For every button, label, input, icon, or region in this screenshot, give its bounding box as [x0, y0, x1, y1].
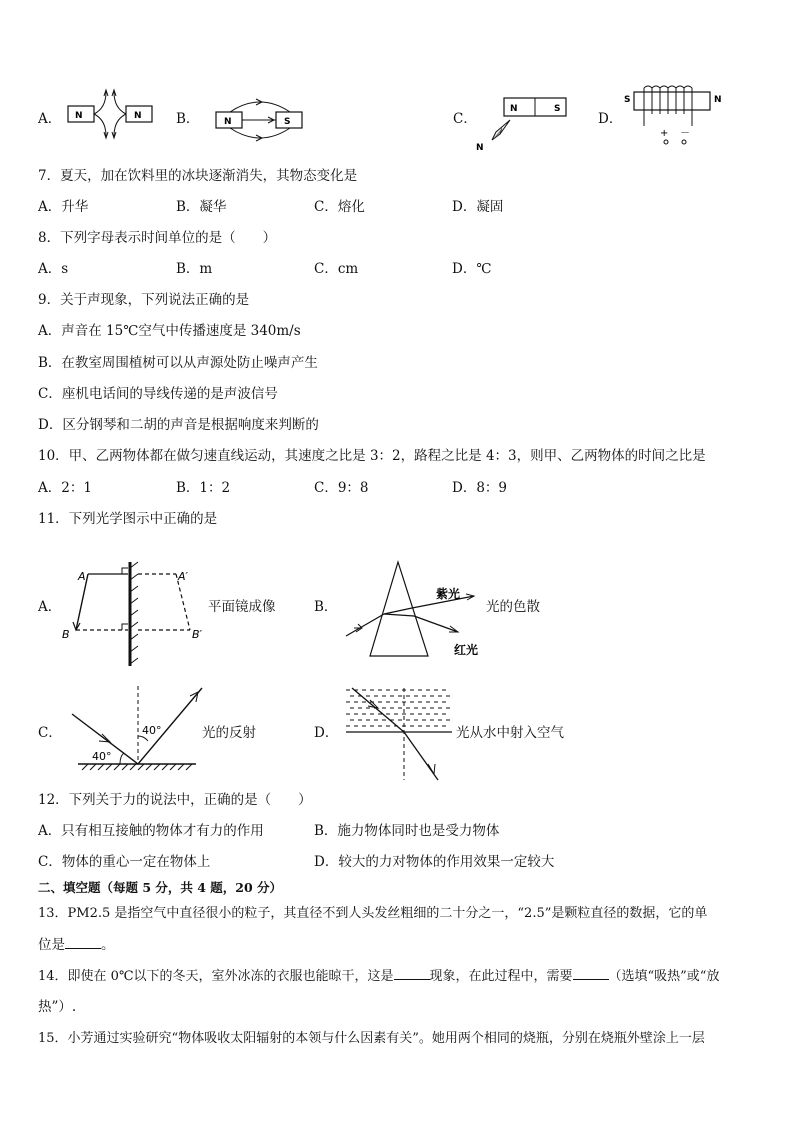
angle-reflected: 40° — [142, 724, 162, 737]
q11-option-d-letter: D． — [314, 725, 339, 741]
q11-figure-d-refraction — [342, 684, 456, 784]
q12-option-d: D．较大的力对物体的作用效果一定较大 — [314, 854, 555, 870]
q13-line2-text: 位是 — [38, 937, 65, 953]
q8-option-c: C．cm — [314, 261, 359, 277]
q9-stem: 9．关于声现象，下列说法正确的是 — [38, 292, 250, 308]
svg-text:N: N — [510, 104, 518, 114]
q11-option-a-letter: A． — [38, 599, 62, 615]
label-violet: 紫光 — [436, 587, 461, 601]
angle-incident: 40° — [92, 750, 112, 763]
q12-stem: 12．下列关于力的说法中，正确的是（ ） — [38, 792, 312, 808]
q10-option-b: B．1：2 — [176, 480, 231, 496]
q10-option-c: C．9：8 — [314, 480, 369, 496]
q11-option-d-caption: 光从水中射入空气 — [456, 725, 564, 741]
q12-option-b: B．施力物体同时也是受力物体 — [314, 823, 500, 839]
label-b-prime: B′ — [192, 628, 203, 641]
q10-option-a: A．2：1 — [38, 480, 92, 496]
q7-option-c: C．熔化 — [314, 199, 365, 215]
q11-option-b-caption: 光的色散 — [486, 599, 540, 615]
svg-text:+: + — [660, 128, 669, 139]
q7-stem: 7．夏天，加在饮料里的冰块逐渐消失，其物态变化是 — [38, 168, 358, 184]
q13-line2-end: 。 — [101, 937, 115, 953]
svg-text:N: N — [714, 95, 722, 105]
q6-figure-a — [66, 88, 166, 148]
q9-option-b: B．在教室周围植树可以从声源处防止噪声产生 — [38, 355, 318, 371]
q6-figure-d — [622, 84, 722, 150]
q6-option-a-letter: A． — [38, 111, 62, 127]
q9-option-d: D．区分钢琴和二胡的声音是根据响度来判断的 — [38, 417, 319, 433]
q12-option-a: A．只有相互接触的物体才有力的作用 — [38, 823, 264, 839]
label-a: A — [78, 570, 86, 583]
q6-option-c-letter: C． — [453, 111, 477, 127]
q8-option-d: D．℃ — [452, 261, 492, 277]
q14-line1 — [38, 967, 719, 986]
q10-stem: 10．甲、乙两物体都在做匀速直线运动，其速度之比是 3：2，路程之比是 4：3，则甲、乙两物体的时间之比是 — [38, 448, 706, 464]
q11-figure-b-prism — [340, 558, 490, 662]
pole-right-label: S — [284, 117, 291, 127]
q11-figure-c-reflection — [64, 684, 204, 774]
section-title: 二、填空题（每题 5 分，共 4 题，20 分） — [38, 880, 283, 895]
q7-option-a: A．升华 — [38, 199, 89, 215]
q14-line1-text-b: 现象，在此过程中，需要 — [429, 969, 573, 984]
q14-line1-text-c: （选填“吸热”或“放 — [608, 969, 720, 984]
q14-line1-text-a: 14．即使在 0℃以下的冬天，室外冰冻的衣服也能晾干，这是 — [38, 969, 394, 984]
q11-stem: 11．下列光学图示中正确的是 — [38, 511, 218, 527]
q10-option-d: D．8：9 — [452, 480, 508, 496]
answer-blank[interactable] — [573, 967, 609, 980]
label-a-prime: A′ — [178, 570, 189, 583]
label-b: B — [62, 628, 70, 641]
q13-line2 — [38, 936, 115, 954]
pole-left-label: N — [75, 111, 83, 121]
q9-option-a: A．声音在 15℃空气中传播速度是 340m/s — [38, 323, 301, 339]
q9-option-c: C．座机电话间的导线传递的是声波信号 — [38, 386, 278, 402]
svg-text:S: S — [624, 95, 631, 105]
q11-option-a-caption: 平面镜成像 — [208, 599, 276, 615]
q13-line1: 13．PM2.5 是指空气中直径很小的粒子，其直径不到人头发丝粗细的二十分之一，“2.5”是颗粒直径的数据，它的单 — [38, 906, 708, 921]
answer-blank[interactable] — [394, 967, 430, 980]
q7-option-b: B．凝华 — [176, 199, 227, 215]
q11-figure-a-plane-mirror — [60, 558, 210, 670]
q6-option-d-letter: D． — [598, 111, 623, 127]
svg-text:S: S — [554, 104, 561, 114]
q14-line2: 热”）. — [38, 999, 77, 1015]
pole-left-label: N — [224, 117, 232, 127]
q11-option-c-caption: 光的反射 — [202, 725, 256, 741]
q8-option-a: A．s — [38, 261, 69, 277]
q11-option-c-letter: C． — [38, 725, 62, 741]
q8-stem: 8．下列字母表示时间单位的是（ ） — [38, 230, 277, 246]
q8-option-b: B．m — [176, 261, 213, 277]
q7-option-d: D．凝固 — [452, 199, 504, 215]
q15-line1: 15．小芳通过实验研究“物体吸收太阳辐射的本领与什么因素有关”。她用两个相同的烧瓶，分别在烧瓶外壁涂上一层 — [38, 1031, 705, 1046]
q6-figure-b — [210, 96, 320, 140]
svg-text:－: － — [680, 128, 690, 139]
q12-option-c: C．物体的重心一定在物体上 — [38, 854, 211, 870]
answer-blank[interactable] — [65, 936, 101, 949]
q11-option-b-letter: B． — [314, 599, 338, 615]
label-red: 红光 — [454, 643, 479, 657]
q6-figure-c — [474, 94, 574, 156]
pole-right-label: N — [134, 111, 142, 121]
needle-label: N — [476, 143, 484, 153]
q6-option-b-letter: B． — [176, 111, 200, 127]
iron-core — [634, 92, 710, 110]
